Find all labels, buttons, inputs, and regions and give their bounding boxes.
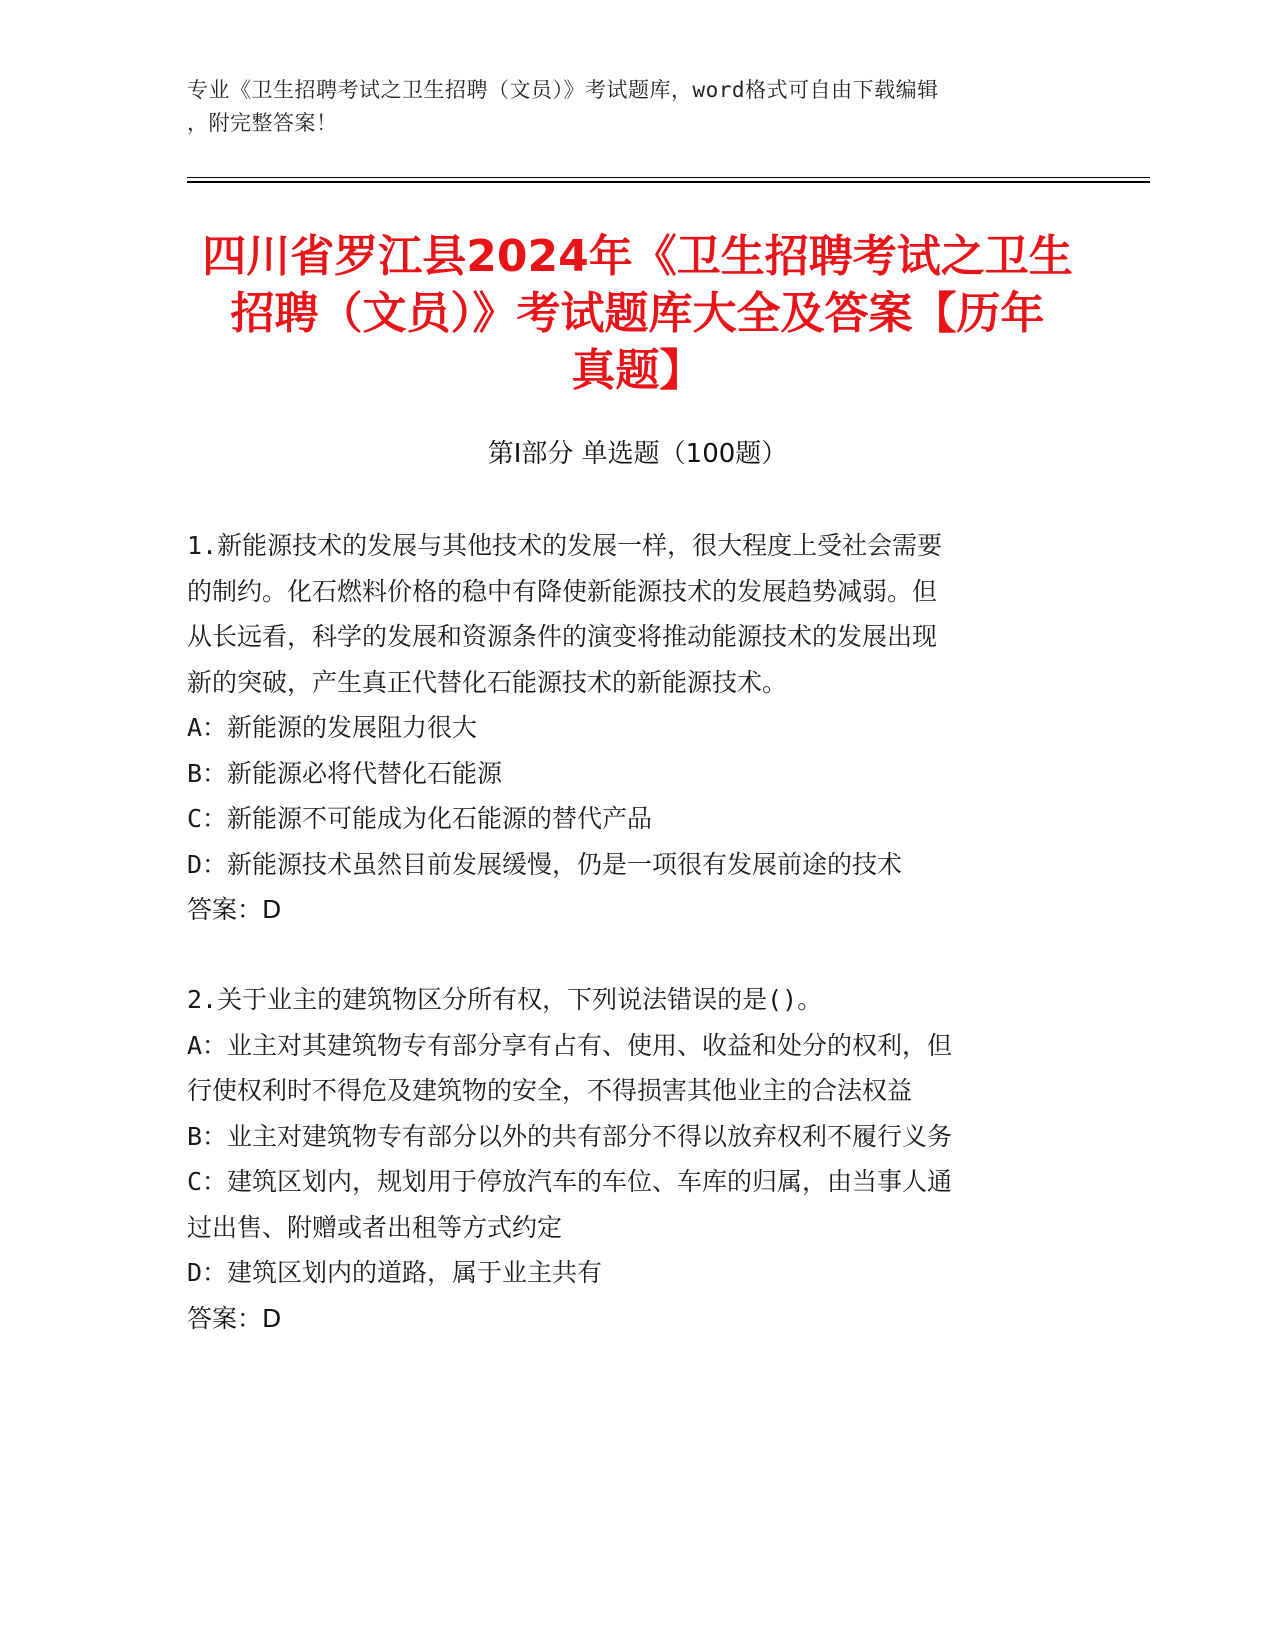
document-title xyxy=(170,228,1105,399)
header-note-line: 专业《卫生招聘考试之卫生招聘（文员）》考试题库，word格式可自由下载编辑 xyxy=(187,78,939,102)
option-c: C：建筑区划内，规划用于停放汽车的车位、车库的归属，由当事人通 xyxy=(187,1167,953,1196)
question-stem-line: 1.新能源技术的发展与其他技术的发展一样，很大程度上受社会需要 xyxy=(187,531,943,560)
option-a: A：新能源的发展阻力很大 xyxy=(187,713,478,742)
option-d: D：新能源技术虽然目前发展缓慢，仍是一项很有发展前途的技术 xyxy=(187,849,903,879)
answer: 答案：D xyxy=(187,1303,282,1333)
option-c: C：新能源不可能成为化石能源的替代产品 xyxy=(187,804,653,833)
question-stem-line: 的制约。化石燃料价格的稳中有降使新能源技术的发展趋势减弱。但 xyxy=(187,576,938,606)
option-d: D：建筑区划内的道路，属于业主共有 xyxy=(187,1258,603,1287)
answer: 答案：D xyxy=(187,895,282,924)
title-line: 真题】 xyxy=(571,345,704,396)
section-heading: 第Ⅰ部分 单选题（100题） xyxy=(487,439,788,469)
header-divider-thin xyxy=(187,177,1150,178)
question-stem-line: 从长远看，科学的发展和资源条件的演变将推动能源技术的发展出现 xyxy=(187,622,938,651)
question-2 xyxy=(187,977,1077,1341)
title-line: 四川省罗江县2024年《卫生招聘考试之卫生 xyxy=(202,231,1073,282)
option-a-continued: 行使权利时不得危及建筑物的安全，不得损害其他业主的合法权益 xyxy=(187,1076,913,1105)
question-stem-line: 2.关于业主的建筑物区分所有权，下列说法错误的是()。 xyxy=(187,985,823,1014)
header-divider-thick xyxy=(187,181,1150,183)
question-1 xyxy=(187,523,1077,933)
header-note-line: ，附完整答案！ xyxy=(187,111,338,135)
question-stem-line: 新的突破，产生真正代替化石能源技术的新能源技术。 xyxy=(187,667,788,697)
option-c-continued: 过出售、附赠或者出租等方式约定 xyxy=(187,1212,563,1242)
title-line: 招聘（文员）》考试题库大全及答案【历年 xyxy=(230,288,1045,339)
option-a: A：业主对其建筑物专有部分享有占有、使用、收益和处分的权利，但 xyxy=(187,1030,953,1060)
header-note xyxy=(187,74,1067,140)
option-b: B：业主对建筑物专有部分以外的共有部分不得以放弃权利不履行义务 xyxy=(187,1121,953,1151)
option-b: B：新能源必将代替化石能源 xyxy=(187,758,503,788)
